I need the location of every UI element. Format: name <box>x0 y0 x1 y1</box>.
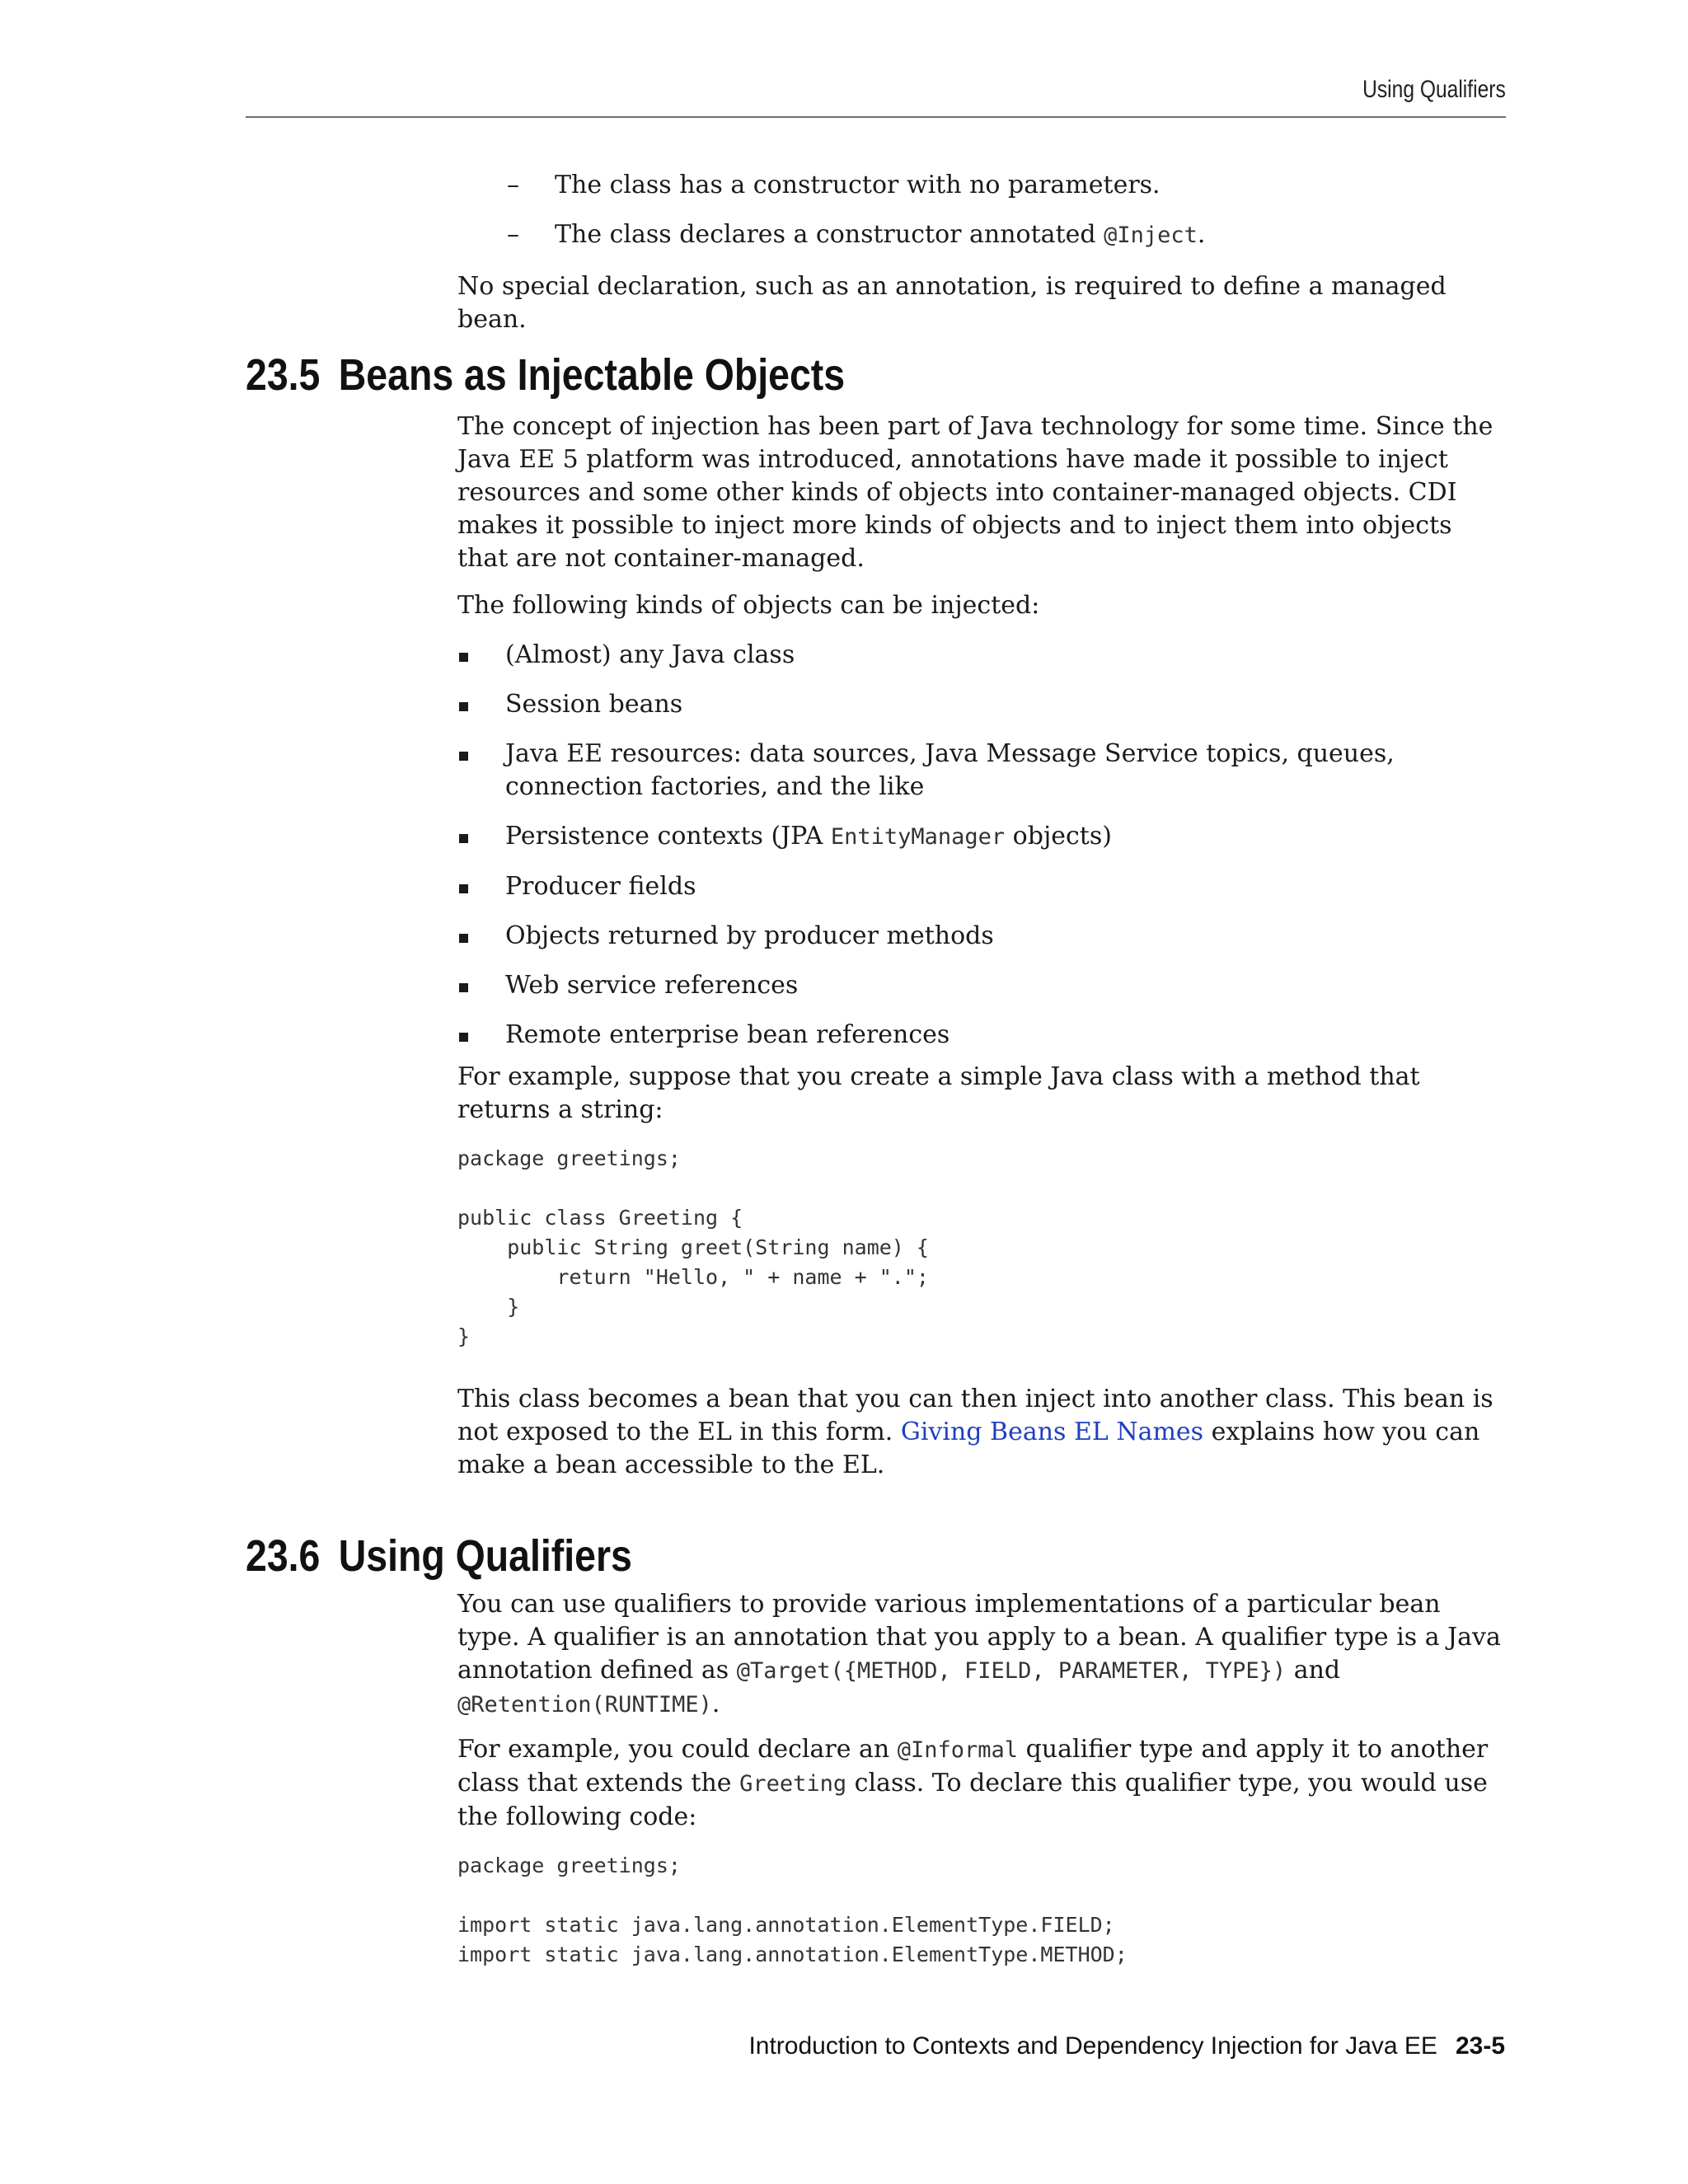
dash-marker: – <box>507 220 519 249</box>
page-number: 23-5 <box>1455 2032 1505 2060</box>
example-paragraph: For example, suppose that you create a simple Java class with a method that returns a string: <box>457 1062 1420 1124</box>
list-item: Java EE resources: data sources, Java Message Service topics, queues, connection factories, and the like <box>457 738 1504 804</box>
list-item: Producer fields <box>457 870 1504 903</box>
list-item: Persistence contexts (JPA EntityManager objects) <box>457 820 1504 854</box>
bullet-marker <box>459 702 468 711</box>
inline-code: @Retention(RUNTIME) <box>457 1692 712 1718</box>
bullet-marker <box>459 934 468 943</box>
page-footer <box>748 2032 1505 2060</box>
bullet-marker <box>459 983 468 992</box>
header-section-title: Using Qualifiers <box>1362 76 1506 103</box>
bullet-marker <box>459 653 468 662</box>
constructor-conditions-list <box>507 169 1504 269</box>
informal-qualifier-paragraph: For example, you could declare an @Informal qualifier type and apply it to another class that extends the Greeting class. To declare this qualifier type, you would use the following code: <box>457 1735 1489 1831</box>
footer-book-title: Introduction to Contexts and Dependency Injection for Java EE <box>748 2032 1437 2060</box>
inline-code: @Informal <box>897 1737 1019 1763</box>
list-item: Remote enterprise bean references <box>457 1019 1504 1052</box>
list-item: – The class declares a constructor annotated @Inject. <box>507 218 1504 252</box>
list-item <box>507 169 1504 202</box>
list-item: Objects returned by producer methods <box>457 920 1504 953</box>
list-item-text: The class has a constructor with no parameters. <box>555 171 1160 199</box>
intro-paragraph: No special declaration, such as an annotation, is required to define a managed bean. <box>457 272 1447 334</box>
injectable-kinds-intro: The following kinds of objects can be injected: <box>457 591 1040 620</box>
injection-paragraph: The concept of injection has been part of Java technology for some time. Since the Java EE 5 platform was introduced, annotations have made it possible to inject resources and some other kinds of objects into container-managed objects. CDI makes it possible to inject more kinds of objects and to inject them into objects that are not container-managed. <box>457 412 1493 573</box>
list-item: Session beans <box>457 688 1504 721</box>
dash-marker: – <box>507 171 519 199</box>
bean-exposure-paragraph: This class becomes a bean that you can then inject into another class. This bean is not exposed to the EL in this form. Giving Beans EL Names explains how you can make a bean accessible to the EL. <box>457 1385 1493 1479</box>
qualifiers-paragraph: You can use qualifiers to provide various implementations of a particular bean type. A qualifier is an annotation that you apply to a bean. A qualifier type is a Java annotation defined as @Target({METHOD, FIELD, PARAMETER, TYPE}) and @Retention(RUNTIME). <box>457 1590 1501 1718</box>
qualifier-code-block: package greetings; import static java.lang.annotation.ElementType.FIELD; import static java.lang.annotation.ElementType.METHOD; <box>457 1854 1128 1966</box>
inline-code: @Inject <box>1104 223 1198 248</box>
inline-code: EntityManager <box>830 824 1006 850</box>
section-heading-23-5 <box>246 350 845 400</box>
inline-code: Greeting <box>739 1771 847 1797</box>
bullet-marker <box>459 884 468 893</box>
section-title: Using Qualifiers <box>338 1531 632 1581</box>
giving-beans-el-names-link[interactable]: Giving Beans EL Names <box>900 1418 1204 1446</box>
section-heading-23-6 <box>246 1531 632 1581</box>
bullet-marker <box>459 752 468 761</box>
bullet-marker <box>459 1033 468 1042</box>
section-number: 23.6 <box>246 1531 321 1581</box>
inline-code: @Target({METHOD, FIELD, PARAMETER, TYPE}) <box>736 1658 1287 1684</box>
running-header <box>246 71 1506 118</box>
injectable-kinds-list <box>457 639 1504 1068</box>
list-item: Web service references <box>457 969 1504 1002</box>
section-number: 23.5 <box>246 350 321 400</box>
greeting-code-block: package greetings; public class Greeting { public String greet(String name) { return "Hello, " + name + "."; } } <box>457 1146 929 1348</box>
list-item: (Almost) any Java class <box>457 639 1504 672</box>
bullet-marker <box>459 834 468 843</box>
list-item-text: The class declares a constructor annotated <box>555 220 1104 249</box>
section-title: Beans as Injectable Objects <box>338 350 846 400</box>
